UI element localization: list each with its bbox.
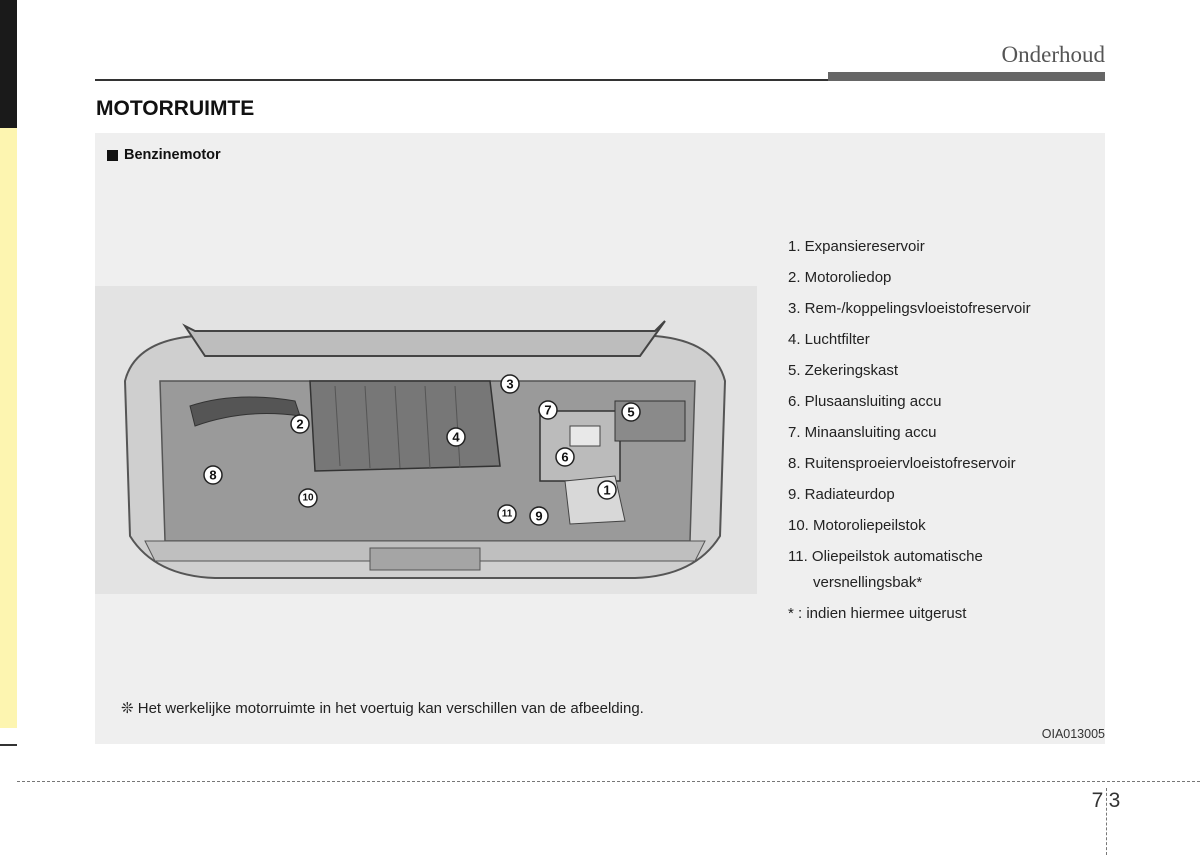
square-bullet-icon [107,150,118,161]
callout-4 [447,428,465,446]
callout-9 [530,507,548,525]
svg-text:9: 9 [535,508,543,524]
svg-text:10: 10 [302,492,314,504]
illustration-panel [95,133,1105,744]
svg-text:1: 1 [603,482,611,498]
page-index: 3 [1108,789,1121,812]
callout-11 [498,505,516,523]
svg-text:3: 3 [506,376,514,392]
svg-text:4: 4 [452,429,460,445]
engine-bay-illustration [95,286,757,594]
section-title: MOTORRUIMTE [96,97,255,120]
callout-3 [501,375,519,393]
callout-10 [299,489,317,507]
page-divider [1106,788,1107,855]
legend-item: 9. Radiateurdop [788,486,895,503]
side-tab-black [0,0,17,128]
legend-item-line2: versnellingsbak* [813,574,923,591]
engine-bay-drawing [95,286,757,594]
legend-item: 5. Zekeringskast [788,362,899,379]
callout-2 [291,415,309,433]
side-tab-line [0,744,17,746]
legend-footnote: * : indien hiermee uitgerust [788,605,967,622]
svg-text:6: 6 [561,449,569,465]
panel-heading-label: Benzinemotor [124,147,221,163]
legend-item: 10. Motoroliepeilstok [788,517,926,534]
svg-text:11: 11 [501,508,513,520]
legend-item-line1: 11. Oliepeilstok automatische [788,548,983,565]
panel-heading [107,147,221,163]
legend-item: 3. Rem-/koppelingsvloeistofreservoir [788,300,1031,317]
legend-item: 8. Ruitensproeiervloeistofreservoir [788,455,1016,472]
disclaimer-note: ❊ Het werkelijke motorruimte in het voertuig kan verschillen van de afbeelding. [121,700,644,717]
side-tab-yellow [0,128,17,728]
svg-text:2: 2 [296,416,304,432]
svg-text:8: 8 [209,467,217,483]
legend-item: 2. Motoroliedop [788,269,892,286]
component-legend [788,238,1031,636]
callout-6 [556,448,574,466]
callout-8 [204,466,222,484]
chapter-title: Onderhoud [1001,42,1105,67]
legend-item: 4. Luchtfilter [788,331,870,348]
image-code: OIA013005 [1041,727,1105,741]
page-chapter: 7 [1091,789,1104,812]
footer-rule [17,781,1200,782]
header-rule [95,79,828,81]
svg-text:7: 7 [544,402,552,418]
legend-item: 1. Expansiereservoir [788,238,925,255]
callout-1 [598,481,616,499]
callout-5 [622,403,640,421]
svg-text:5: 5 [627,404,635,420]
legend-item [788,548,1031,605]
legend-item: 6. Plusaansluiting accu [788,393,942,410]
callout-7 [539,401,557,419]
legend-item: 7. Minaansluiting accu [788,424,937,441]
header-bar [828,72,1105,81]
